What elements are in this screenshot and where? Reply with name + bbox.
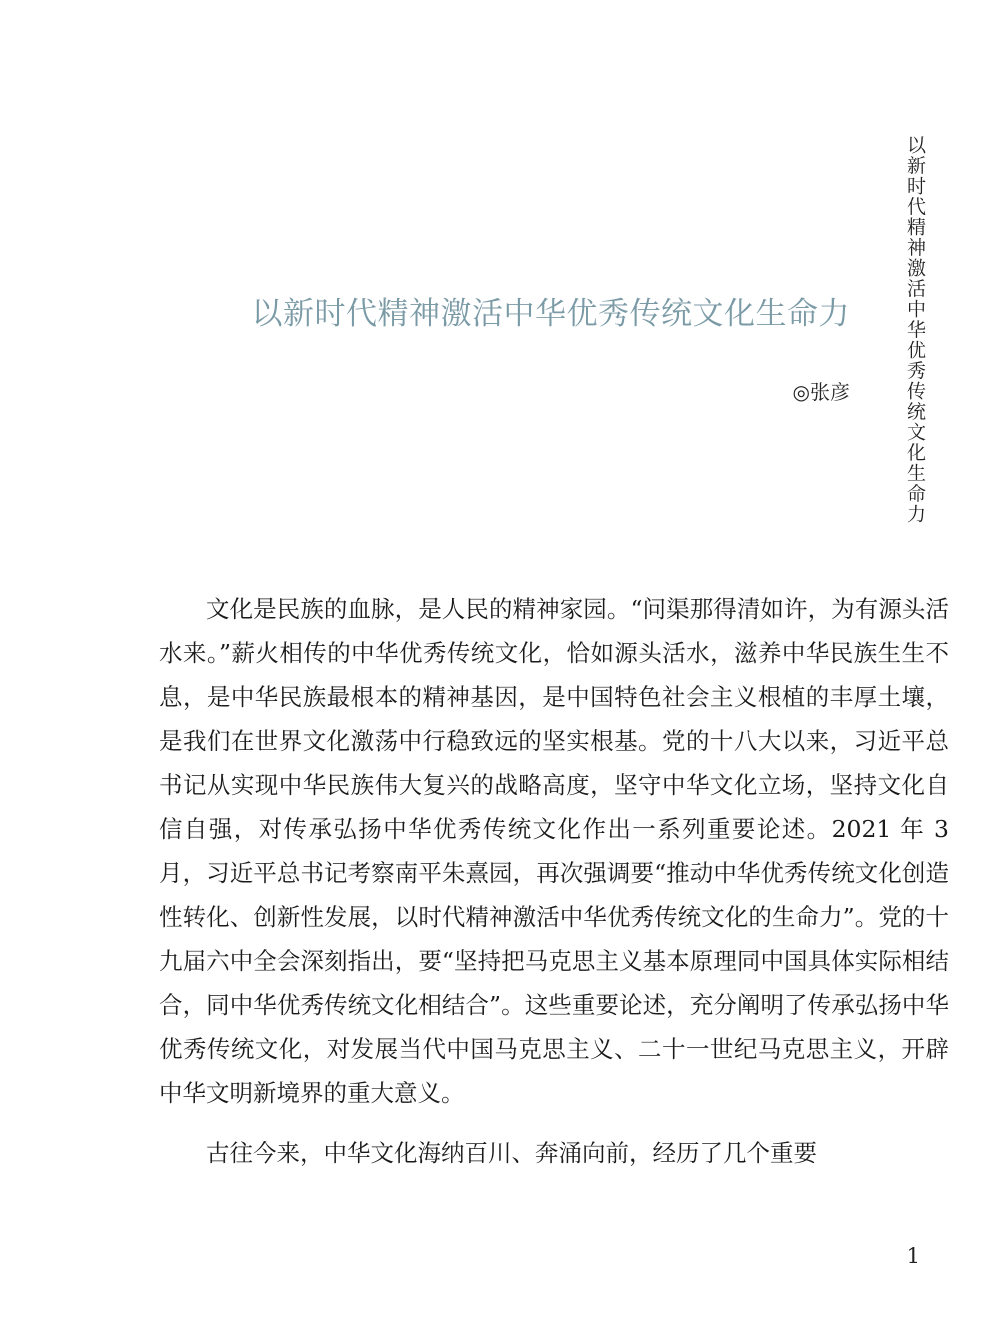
body-paragraph-2: 古往今来，中华文化海纳百川、奔涌向前，经历了几个重要 [206,1139,817,1167]
page-number: 1 [906,1244,920,1268]
article-title: 以新时代精神激活中华优秀传统文化生命力 [251,296,850,332]
running-title-vertical: 以新时代精神激活中华优秀传统文化生命力 [904,135,926,525]
article-body [159,587,949,1175]
author-byline: ◎张彦 [792,380,850,404]
body-paragraph-1: 文化是民族的血脉，是人民的精神家园。“问渠那得清如许，为有源头活水来。”薪火相传的中华优秀传统文化，恰如源头活水，滋养中华民族生生不息，是中华民族最根本的精神基因，是中国特色社会主义根植的丰厚土壤，是我们在世界文化激荡中行稳致远的坚实根基。党的十八大以来，习近平总书记从实现中华民族伟大复兴的战略高度，坚守中华文化立场，坚持文化自信自强，对传承弘扬中华优秀传统文化作出一系列重要论述。2021 年 3 月，习近平总书记考察南平朱熹园，再次强调要“推动中华优秀传统文化创造性转化、创新性发展，以时代精神激活中华优秀传统文化的生命力”。党的十九届六中全会深刻指出，要“坚持把马克思主义基本原理同中国具体实际相结合，同中华优秀传统文化相结合”。这些重要论述，充分阐明了传承弘扬中华优秀传统文化，对发展当代中国马克思主义、二十一世纪马克思主义，开辟中华文明新境界的重大意义。 [159,595,949,1107]
